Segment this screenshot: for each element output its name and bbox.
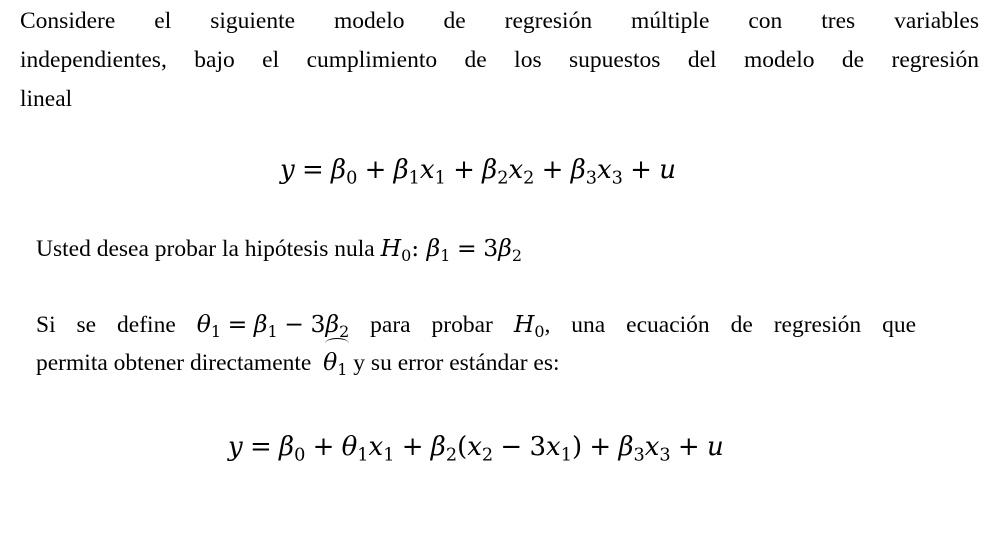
- theta-hat-symbol: $\theta_1$: [323, 344, 347, 381]
- theta-definition-formula: $\theta_1 = \beta_1 - 3\beta_2$: [196, 310, 350, 342]
- intro-line-2: independientes, bajo el cumplimiento de los supuestos del modelo de regresión: [20, 47, 979, 73]
- intro-paragraph: [20, 2, 979, 119]
- theta-text-e: y su error estándar es:: [353, 350, 560, 376]
- theta-line-1: [36, 306, 916, 344]
- regression-model-equation: $y = \beta_0 + \beta_1x_1 + \beta_2x_2 + \beta_3x_3 + u$: [280, 155, 676, 189]
- h0-symbol: $H_0$: [513, 310, 545, 342]
- intro-line-3: lineal: [20, 86, 73, 112]
- null-hypothesis-formula: $H_0$: $\beta_1 = 3\beta_2$: [380, 234, 522, 266]
- theta-definition-paragraph: [36, 306, 916, 382]
- theta-line-2: [36, 344, 916, 382]
- theta-text-c: , una ecuación de regresión que: [544, 312, 917, 338]
- null-hypothesis-statement: [36, 230, 522, 267]
- intro-line-1: Considere el siguiente modelo de regresión múltiple con tres variables: [20, 8, 979, 34]
- theta-text-a: Si se define: [36, 312, 176, 338]
- theta-text-d: permita obtener directamente: [36, 350, 312, 376]
- hypothesis-text: Usted desea probar la hipótesis nula: [36, 236, 375, 262]
- theta-text-b: para probar: [370, 312, 493, 338]
- reparameterized-regression-equation: $y = \beta_0 + \theta_1x_1 + \beta_2(x_2 - 3x_1) + \beta_3x_3 + u$: [228, 432, 724, 466]
